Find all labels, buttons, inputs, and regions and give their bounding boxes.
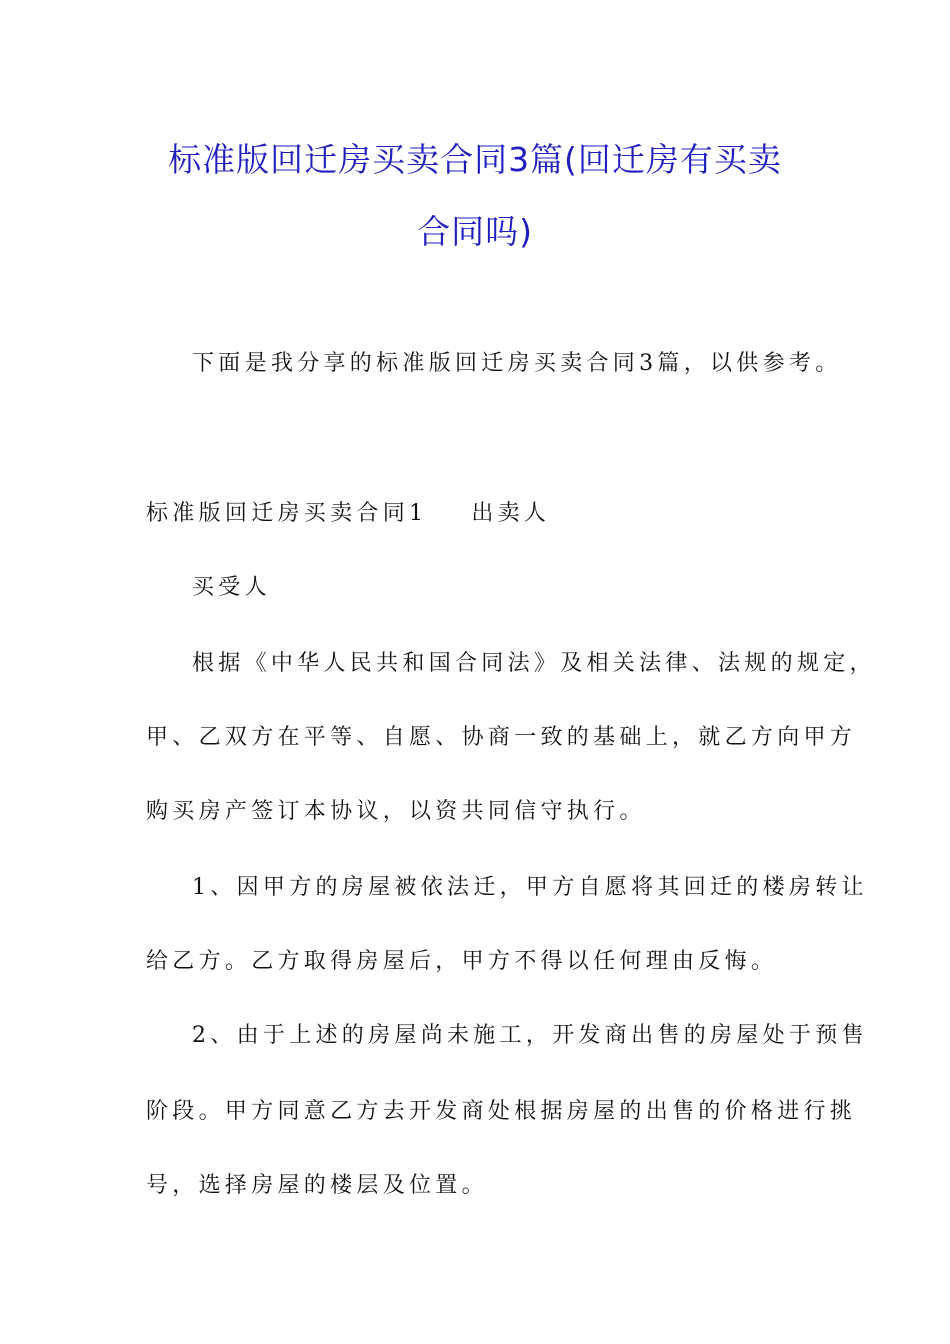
- paragraph-3-line-3: 号，选择房屋的楼层及位置。: [146, 1173, 488, 1198]
- intro-paragraph: 下面是我分享的标准版回迁房买卖合同3篇，以供参考。: [192, 351, 842, 376]
- paragraph-2-line-2: 给乙方。乙方取得房屋后，甲方不得以任何理由反悔。: [146, 949, 778, 974]
- paragraph-3-line-1: 2、由于上述的房屋尚未施工，开发商出售的房屋处于预售: [192, 1023, 868, 1048]
- paragraph-3-line-2: 阶段。甲方同意乙方去开发商处根据房屋的出售的价格进行挑: [146, 1099, 857, 1124]
- section1-heading: 标准版回迁房买卖合同1: [146, 501, 428, 526]
- paragraph-1-line-2: 甲、乙双方在平等、自愿、协商一致的基础上，就乙方向甲方: [146, 725, 857, 750]
- paragraph-2-line-1: 1、因甲方的房屋被依法迁，甲方自愿将其回迁的楼房转让: [192, 875, 868, 900]
- document-title-line-2: 合同吗): [417, 212, 533, 251]
- buyer-label: 买受人: [192, 575, 271, 600]
- paragraph-1-line-3: 购买房产签订本协议，以资共同信守执行。: [146, 799, 646, 824]
- seller-label: 出卖人: [471, 501, 551, 526]
- paragraph-1-line-1: 根据《中华人民共和国合同法》及相关法律、法规的规定，: [192, 651, 876, 676]
- document-title-line-1: 标准版回迁房买卖合同3篇(回迁房有买卖: [168, 140, 782, 179]
- section-heading-line: [146, 496, 550, 527]
